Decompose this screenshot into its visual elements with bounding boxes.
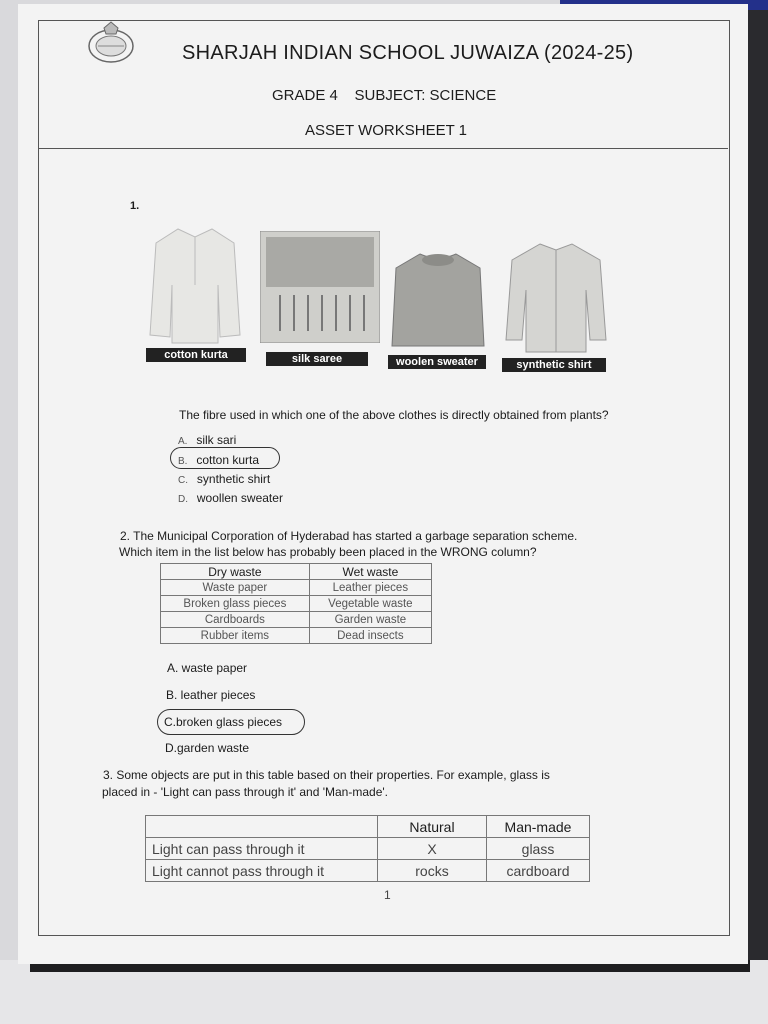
table-row	[146, 860, 590, 882]
q2-option-d: D.garden waste	[165, 741, 250, 755]
table-cell: Waste paper	[161, 580, 310, 596]
q2-question-line1: 2. The Municipal Corporation of Hyderabad has started a garbage separation scheme.	[120, 529, 578, 543]
table-row	[146, 838, 590, 860]
q1-option-d	[178, 489, 283, 507]
q2-option-a: A. waste paper	[167, 661, 248, 675]
table-cell: Cardboards	[161, 612, 310, 628]
table-header-row	[161, 564, 432, 580]
cotton-kurta-image	[148, 225, 242, 345]
synthetic-shirt-image	[504, 240, 608, 354]
school-crest-icon	[86, 20, 136, 66]
table-cell: Garden waste	[309, 612, 431, 628]
table-row	[161, 612, 432, 628]
table-cell: Leather pieces	[309, 580, 431, 596]
table-cell: Broken glass pieces	[161, 596, 310, 612]
item-label-woolen-sweater: woolen sweater	[388, 355, 486, 369]
option-letter: B.	[178, 456, 188, 467]
table-header-row	[146, 816, 590, 838]
worksheet-title: ASSET WORKSHEET 1	[305, 122, 467, 139]
page-number: 1	[384, 888, 391, 902]
table-cell: X	[378, 838, 487, 860]
option-text: synthetic shirt	[196, 472, 271, 486]
table-row	[161, 596, 432, 612]
grade-subject: GRADE 4 SUBJECT: SCIENCE	[272, 87, 497, 104]
header-man-made: Man-made	[487, 816, 590, 838]
item-label-silk-saree: silk saree	[266, 352, 368, 366]
table-cell: glass	[487, 838, 590, 860]
table-cell: Light cannot pass through it	[146, 860, 378, 882]
table-cell: Rubber items	[161, 628, 310, 644]
answer-circle-q2	[157, 709, 305, 735]
option-letter: C.	[178, 475, 188, 486]
table-cell: Vegetable waste	[309, 596, 431, 612]
table-cell: cardboard	[487, 860, 590, 882]
q2-option-c: C.broken glass pieces	[164, 715, 283, 729]
header-wet-waste: Wet waste	[309, 564, 431, 580]
option-letter: A.	[178, 436, 188, 447]
option-text: cotton kurta	[196, 453, 260, 467]
table-cell: Dead insects	[309, 628, 431, 644]
waste-table	[160, 563, 432, 644]
silk-saree-image	[260, 231, 380, 343]
table-cell: Light can pass through it	[146, 838, 378, 860]
table-cell: rocks	[378, 860, 487, 882]
q1-question: The fibre used in which one of the above clothes is directly obtained from plants?	[179, 408, 609, 422]
q2-option-b: B. leather pieces	[166, 688, 256, 702]
q1-number: 1.	[130, 200, 140, 212]
header-divider	[38, 148, 728, 149]
header-empty	[146, 816, 378, 838]
school-title: SHARJAH INDIAN SCHOOL JUWAIZA (2024-25)	[182, 42, 634, 64]
table-row	[161, 628, 432, 644]
q3-question-line2: placed in - 'Light can pass through it' and 'Man-made'.	[102, 785, 388, 799]
q1-option-c	[178, 470, 270, 488]
option-text: silk sari	[196, 433, 237, 447]
property-table	[145, 815, 590, 882]
option-letter: D.	[178, 494, 188, 505]
option-text: woollen sweater	[196, 491, 283, 505]
woolen-sweater-image	[390, 250, 486, 352]
q3-question-line1: 3. Some objects are put in this table based on their properties. For example, glass is	[103, 768, 550, 782]
answer-circle-q1	[170, 447, 280, 469]
header-dry-waste: Dry waste	[161, 564, 310, 580]
table-row	[161, 580, 432, 596]
q2-question-line2: Which item in the list below has probably been placed in the WRONG column?	[119, 545, 537, 559]
item-label-synthetic-shirt: synthetic shirt	[502, 358, 606, 372]
item-label-cotton-kurta: cotton kurta	[146, 348, 246, 362]
header-natural: Natural	[378, 816, 487, 838]
